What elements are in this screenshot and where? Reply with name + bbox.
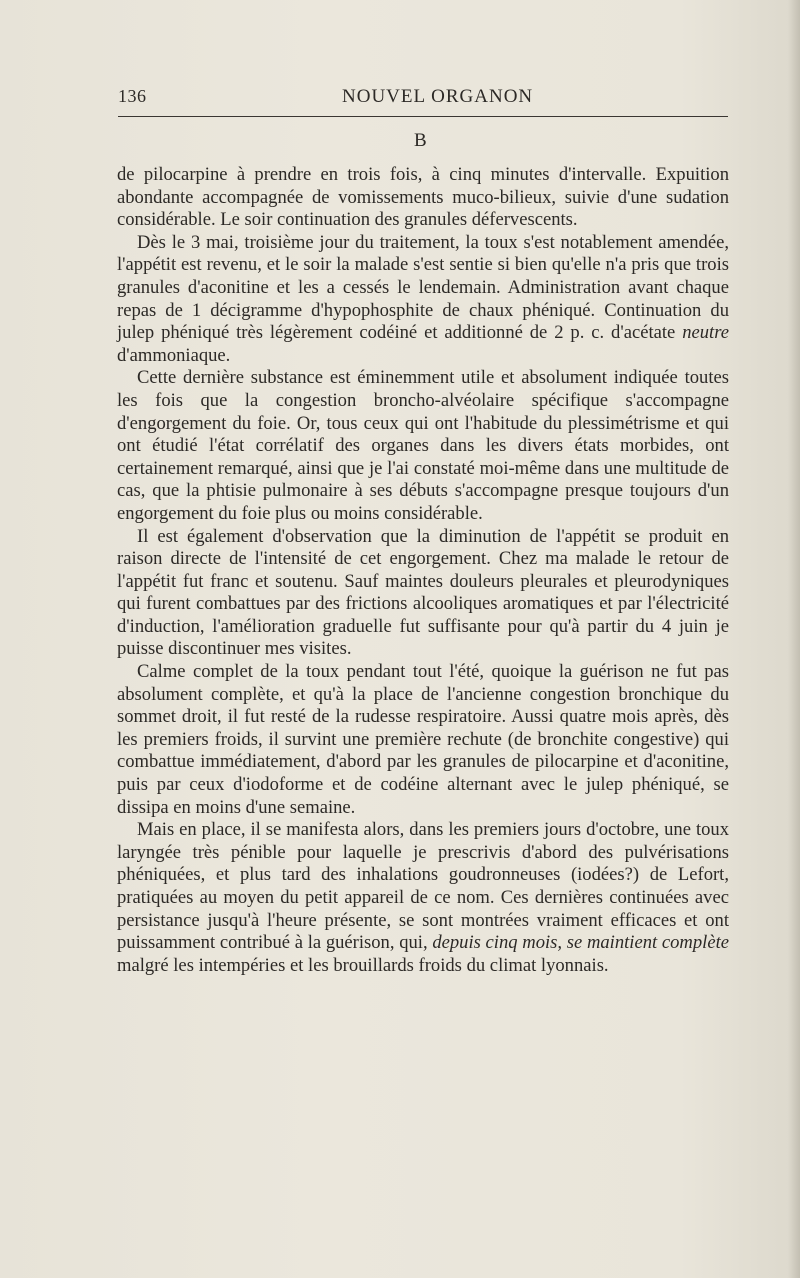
paragraph-text: malgré les intempéries et les brouillards froids du climat lyonnais. [117,954,609,976]
paragraph: Il est également d'observation que la diminution de l'appétit se produit en raison directe de l'intensité de cet engorgement. Chez ma malade le retour de l'appétit fut franc et soutenu. Sauf maintes douleurs pleurales et pleurodyniques qui furent combattues par des frictions alcooliques aromatiques et par l'électricité d'induction, l'amélioration graduelle fut suffisante pour qu'à partir du 4 juin je puisse discontinuer mes visites. [117,525,729,660]
header-rule [118,116,728,117]
paragraph [117,232,729,368]
running-header [116,84,728,110]
body-text [117,164,729,977]
paragraph: Cette dernière substance est éminemment utile et absolument indiquée toutes les fois que la congestion broncho-alvéolaire spécifique s'accompagne d'engorgement du foie. Or, tous ceux qui ont l'habitude du plessimétrisme et qui ont étudié l'état corrélatif des organes dans les divers états morbides, ont certainement remarqué, ainsi que je l'ai constaté moi-même dans une multitude de cas, que la phtisie pulmonaire à ses débuts s'accompagne presque toujours d'un engorgement du foie plus ou moins considérable. [117,367,729,524]
paragraph [117,819,729,977]
italic-emphasis: depuis cinq mois, se maintient complète [432,932,729,954]
paragraph-text: Dès le 3 mai, troisième jour du traitement, la toux s'est notablement amendée, l'appétit est revenu, et le soir la malade s'est sentie si bien qu'elle n'a pris que trois granules d'aconitine et les a cessés le lendemain. Administration avant chaque repas de 1 décigramme d'hypophosphite de chaux phéniqué. Continuation du julep phéniqué très légèrement codéiné et additionné de 2 p. c. d'acétate [117,231,729,344]
italic-emphasis: neutre [682,322,729,344]
section-letter: B [414,130,427,151]
paragraph: Calme complet de la toux pendant tout l'été, quoique la guérison ne fut pas absolument complète, et qu'à la place de l'ancienne congestion bronchique du sommet droit, il fut resté de la rudesse respiratoire. Aussi quatre mois après, dès les premiers froids, il survint une première rechute (de bronchite congestive) qui combattue immédiatement, d'abord par les granules de pilocarpine et d'aconitine, puis par ceux d'iodoforme et de codéine alternant avec le julep phéniqué, se dissipa en moins d'une semaine. [117,661,729,818]
running-title: NOUVEL ORGANON [342,86,534,107]
page-edge-shadow [788,0,800,1278]
paragraph-text: Mais en place, il se manifesta alors, dans les premiers jours d'octobre, une toux laryngée très pénible pour laquelle je prescrivis d'abord des pulvérisations phéniquées, et plus tard des inhalations goudronneuses (iodées?) de Lefort, pratiquées au moyen du petit appareil de ce nom. Ces dernières continuées avec persistance jusqu'à l'heure présente, se sont montrées vraiment efficaces et ont puissamment contribué à la guérison, qui, [117,819,729,954]
page-number: 136 [118,86,147,106]
paragraph: de pilocarpine à prendre en trois fois, à cinq minutes d'intervalle. Expuition abondante accompagnée de vomissements muco-bilieux, suivie d'une sudation considérable. Le soir continuation des granules défervescents. [117,164,729,231]
paragraph-text: d'ammoniaque. [117,344,231,366]
